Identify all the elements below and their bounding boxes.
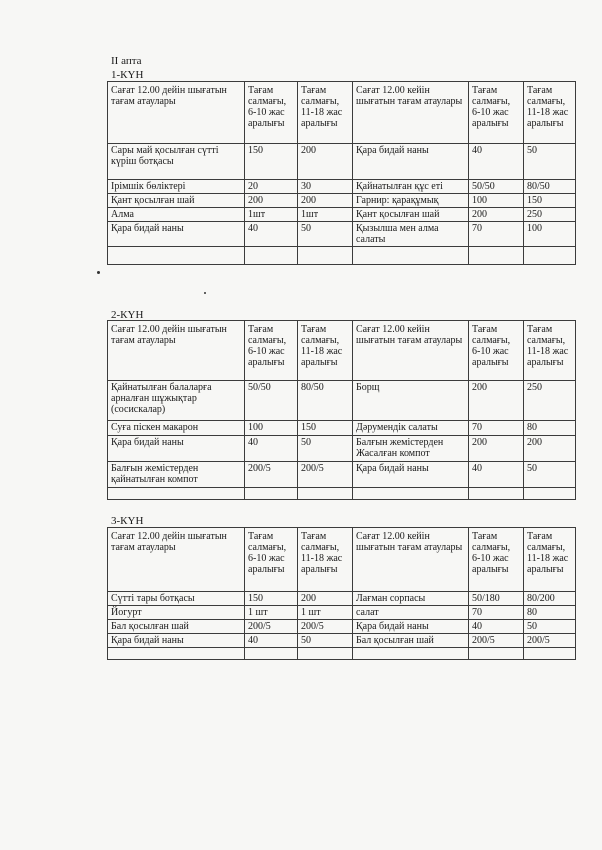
table-cell: Гарнир: қарақұмық — [353, 194, 469, 208]
table-cell: 200/5 — [245, 462, 298, 488]
table-cell: 200 — [469, 381, 524, 421]
header-weight-6-10: Тағам салмағы, 6-10 жас аралығы — [245, 528, 298, 592]
table-cell: 200 — [469, 436, 524, 462]
table-cell: 40 — [469, 144, 524, 180]
table-row — [108, 620, 576, 634]
table-cell: 80/50 — [298, 381, 353, 421]
table-cell: Қара бидай наны — [108, 436, 245, 462]
header-weight-11-18: Тағам салмағы, 11-18 жас аралығы — [298, 82, 353, 144]
header-weight-11-18: Тағам салмағы, 11-18 жас аралығы — [298, 528, 353, 592]
header-after-noon: Сағат 12.00 кейін шығатын тағам атаулары — [353, 528, 469, 592]
header-after-noon: Сағат 12.00 кейін шығатын тағам атаулары — [353, 82, 469, 144]
table-cell: 150 — [245, 144, 298, 180]
table-cell — [108, 488, 245, 500]
table-cell: 150 — [298, 421, 353, 436]
table-cell: 50 — [298, 634, 353, 648]
table-cell — [353, 648, 469, 660]
header-after-noon: Сағат 12.00 кейін шығатын тағам атаулары — [353, 321, 469, 381]
header-weight-11-18: Тағам салмағы, 11-18 жас аралығы — [524, 82, 576, 144]
table-cell: 200 — [298, 592, 353, 606]
table-cell: 70 — [469, 222, 524, 247]
header-weight-6-10: Тағам салмағы, 6-10 жас аралығы — [469, 321, 524, 381]
table-cell: Лағман сорпасы — [353, 592, 469, 606]
table-cell — [353, 247, 469, 265]
table-cell: Қайнатылған балаларға арналған шұжықтар (сосискалар) — [108, 381, 245, 421]
table-cell: Қайнатылған құс еті — [353, 180, 469, 194]
table-cell — [245, 247, 298, 265]
table-cell: 200/5 — [298, 620, 353, 634]
header-before-noon: Сағат 12.00 дейін шығатын тағам атаулары — [108, 528, 245, 592]
table-cell: 1шт — [245, 208, 298, 222]
table-cell: 200 — [524, 436, 576, 462]
table-header-row — [108, 528, 576, 592]
table-cell: 150 — [245, 592, 298, 606]
table-cell — [469, 648, 524, 660]
table-cell: Суға піскен макарон — [108, 421, 245, 436]
table-row-empty — [108, 648, 576, 660]
table-row-empty — [108, 247, 576, 265]
table-cell: 50 — [298, 436, 353, 462]
table-cell: 1 шт — [245, 606, 298, 620]
table-cell: 100 — [524, 222, 576, 247]
table-header-row — [108, 82, 576, 144]
table-cell: 50/50 — [469, 180, 524, 194]
table-cell: 80/200 — [524, 592, 576, 606]
table-cell: 40 — [245, 634, 298, 648]
table-cell: Борщ — [353, 381, 469, 421]
table-cell: 40 — [245, 436, 298, 462]
table-cell: 40 — [469, 620, 524, 634]
header-weight-6-10: Тағам салмағы, 6-10 жас аралығы — [469, 82, 524, 144]
table-cell — [524, 488, 576, 500]
table-row — [108, 208, 576, 222]
table-cell: 200/5 — [524, 634, 576, 648]
table-cell: Ірімшік бөліктері — [108, 180, 245, 194]
table-cell: 250 — [524, 208, 576, 222]
table-cell: Қара бидай наны — [108, 634, 245, 648]
table-cell: 30 — [298, 180, 353, 194]
table-cell: 150 — [524, 194, 576, 208]
day-2-title: 2-КҮН — [111, 309, 144, 321]
header-weight-11-18: Тағам салмағы, 11-18 жас аралығы — [524, 321, 576, 381]
header-before-noon: Сағат 12.00 дейін шығатын тағам атаулары — [108, 321, 245, 381]
table-cell: салат — [353, 606, 469, 620]
table-cell — [298, 648, 353, 660]
table-cell — [353, 488, 469, 500]
table-cell — [245, 648, 298, 660]
header-weight-11-18: Тағам салмағы, 11-18 жас аралығы — [524, 528, 576, 592]
table-cell: Қара бидай наны — [108, 222, 245, 247]
table-cell: 40 — [469, 462, 524, 488]
table-cell — [108, 648, 245, 660]
table-cell: 70 — [469, 421, 524, 436]
scan-speck — [97, 271, 100, 274]
table-cell: 100 — [245, 421, 298, 436]
table-header-row — [108, 321, 576, 381]
table-cell: 100 — [469, 194, 524, 208]
table-cell — [298, 488, 353, 500]
table-cell: Қант қосылған шай — [108, 194, 245, 208]
table-cell: Қара бидай наны — [353, 462, 469, 488]
table-row — [108, 421, 576, 436]
table-row — [108, 462, 576, 488]
table-cell: 70 — [469, 606, 524, 620]
header-weight-6-10: Тағам салмағы, 6-10 жас аралығы — [245, 321, 298, 381]
table-cell: 40 — [245, 222, 298, 247]
table-cell: 200 — [298, 144, 353, 180]
table-cell: 80/50 — [524, 180, 576, 194]
table-row — [108, 222, 576, 247]
table-cell — [524, 648, 576, 660]
table-cell — [245, 488, 298, 500]
table-cell: 1 шт — [298, 606, 353, 620]
table-cell: 200 — [469, 208, 524, 222]
table-row — [108, 180, 576, 194]
table-cell: 50 — [524, 462, 576, 488]
header-weight-11-18: Тағам салмағы, 11-18 жас аралығы — [298, 321, 353, 381]
day-1-menu-table — [107, 81, 576, 265]
table-cell — [108, 247, 245, 265]
table-cell: 50 — [524, 620, 576, 634]
table-row — [108, 381, 576, 421]
table-cell: Бал қосылған шай — [108, 620, 245, 634]
table-row — [108, 606, 576, 620]
table-cell — [469, 488, 524, 500]
table-cell: Қара бидай наны — [353, 620, 469, 634]
table-cell — [469, 247, 524, 265]
table-row — [108, 634, 576, 648]
header-weight-6-10: Тағам салмағы, 6-10 жас аралығы — [469, 528, 524, 592]
table-cell: 200/5 — [245, 620, 298, 634]
day-1-title: 1-КҮН — [111, 69, 144, 81]
table-cell: Бал қосылған шай — [353, 634, 469, 648]
table-cell: Қызылша мен алма салаты — [353, 222, 469, 247]
table-cell: Алма — [108, 208, 245, 222]
table-row — [108, 436, 576, 462]
table-cell — [298, 247, 353, 265]
table-cell: Қант қосылған шай — [353, 208, 469, 222]
table-cell: Йогурт — [108, 606, 245, 620]
table-row — [108, 144, 576, 180]
table-cell: 200/5 — [469, 634, 524, 648]
table-cell: Дәрумендік салаты — [353, 421, 469, 436]
day-3-menu-table — [107, 527, 576, 660]
table-cell: 50 — [298, 222, 353, 247]
table-cell: Сары май қосылған сүтті күріш ботқасы — [108, 144, 245, 180]
table-cell: 50/50 — [245, 381, 298, 421]
table-cell: Балғын жемістерден қайнатылған компот — [108, 462, 245, 488]
table-cell: 20 — [245, 180, 298, 194]
table-cell: 50/180 — [469, 592, 524, 606]
table-cell — [524, 247, 576, 265]
table-row — [108, 592, 576, 606]
table-cell: 200 — [245, 194, 298, 208]
table-cell: 200/5 — [298, 462, 353, 488]
table-cell: 50 — [524, 144, 576, 180]
table-cell: Сүтті тары ботқасы — [108, 592, 245, 606]
table-cell: 80 — [524, 421, 576, 436]
day-2-menu-table — [107, 320, 576, 500]
table-row — [108, 194, 576, 208]
table-cell: 80 — [524, 606, 576, 620]
table-cell: 250 — [524, 381, 576, 421]
header-weight-6-10: Тағам салмағы, 6-10 жас аралығы — [245, 82, 298, 144]
day-3-title: 3-КҮН — [111, 515, 144, 527]
scan-speck — [204, 292, 206, 294]
table-cell: Балғын жемістерден Жасалған компот — [353, 436, 469, 462]
table-row-empty — [108, 488, 576, 500]
table-cell: 1шт — [298, 208, 353, 222]
table-cell: 200 — [298, 194, 353, 208]
week-title: II апта — [111, 55, 142, 67]
table-cell: Қара бидай наны — [353, 144, 469, 180]
header-before-noon: Сағат 12.00 дейін шығатын тағам атаулары — [108, 82, 245, 144]
